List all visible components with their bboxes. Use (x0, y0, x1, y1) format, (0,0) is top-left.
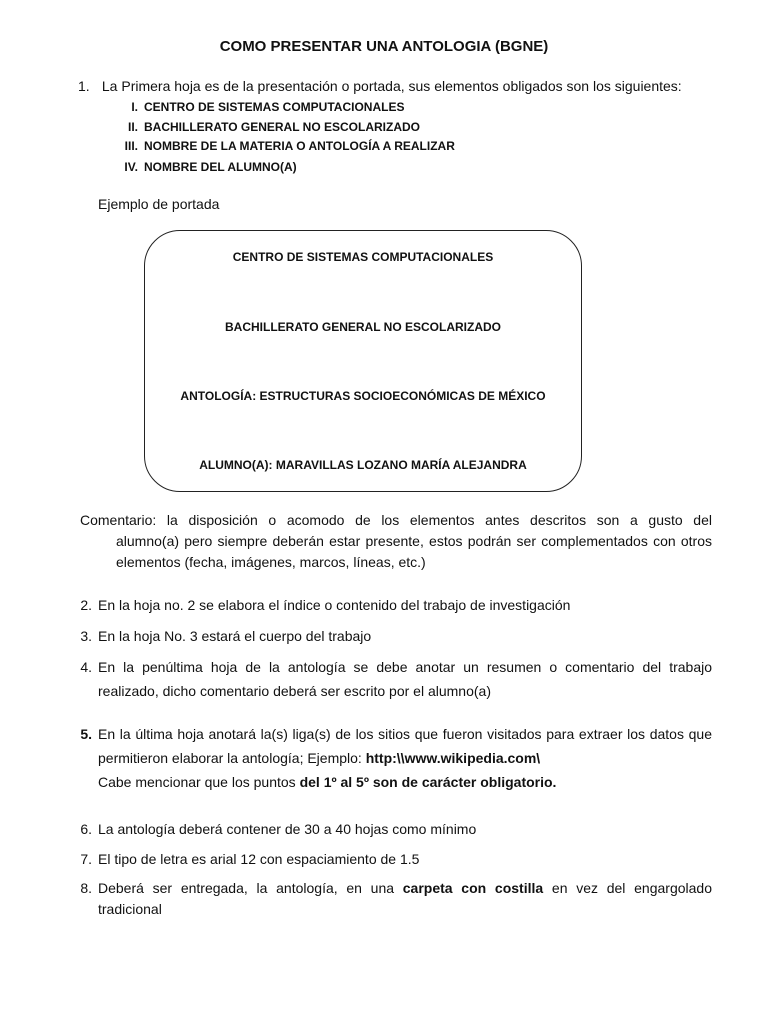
list-item-text-end: en vez del engargolado tradicional (98, 880, 712, 917)
cover-line-student: ALUMNO(A): MARAVILLAS LOZANO MARÍA ALEJANDRA (199, 458, 527, 472)
roman-numeral: III. (124, 139, 138, 153)
list-item-3 (76, 624, 712, 648)
list-item-text: Deberá ser entregada, la antología, en una (98, 880, 403, 896)
mandatory-note (98, 770, 712, 794)
roman-item-1 (100, 100, 404, 114)
list-item-7 (76, 847, 712, 871)
list-item-1 (78, 78, 682, 94)
list-number: 7. (80, 851, 92, 867)
list-item-4 (76, 655, 712, 703)
roman-item-2 (100, 120, 420, 134)
note-emphasis: del 1º al 5º son de carácter obligatorio. (299, 774, 557, 790)
document-title: COMO PRESENTAR UNA ANTOLOGIA (BGNE) (219, 38, 549, 55)
list-item-text: La Primera hoja es de la presentación o portada, sus elementos obligados son los siguientes: (101, 78, 682, 94)
list-item-text: La antología deberá contener de 30 a 40 hojas como mínimo (98, 821, 477, 837)
roman-numeral: II. (127, 120, 138, 134)
list-number: 2. (80, 597, 92, 613)
cover-line-program: BACHILLERATO GENERAL NO ESCOLARIZADO (224, 320, 501, 334)
list-number: 3. (80, 628, 92, 644)
list-number: 1. (78, 78, 90, 94)
roman-item-text: BACHILLERATO GENERAL NO ESCOLARIZADO (144, 120, 421, 134)
comment-first-line: Comentario: la disposición o acomodo de los elementos antes descritos son a gusto del (80, 512, 712, 528)
roman-item-text: CENTRO DE SISTEMAS COMPUTACIONALES (144, 100, 405, 114)
roman-numeral: I. (131, 100, 138, 114)
example-url: http:\\www.wikipedia.com\ (365, 750, 541, 766)
cover-line-institution: CENTRO DE SISTEMAS COMPUTACIONALES (232, 250, 494, 264)
list-number: 4. (80, 659, 92, 675)
comment-rest: alumno(a) pero siempre deberán estar presente, estos podrán ser complementados con otros elementos (fecha, imágenes, marcos, líneas, etc.) (116, 533, 712, 570)
list-number: 8. (80, 880, 92, 896)
binder-emphasis: carpeta con costilla (402, 880, 544, 896)
list-number: 6. (80, 821, 92, 837)
example-label: Ejemplo de portada (98, 196, 220, 212)
roman-item-4 (100, 160, 297, 174)
roman-item-text: NOMBRE DE LA MATERIA O ANTOLOGÍA A REALIZAR (144, 139, 455, 153)
list-item-text: El tipo de letra es arial 12 con espaciamiento de 1.5 (98, 851, 420, 867)
list-item-body (98, 878, 712, 920)
note-text: Cabe mencionar que los puntos (98, 774, 300, 790)
list-item-5 (76, 722, 712, 794)
list-item-2 (76, 593, 712, 617)
list-item-8 (76, 878, 712, 920)
cover-line-subject: ANTOLOGÍA: ESTRUCTURAS SOCIOECONÓMICAS DE MÉXICO (180, 389, 546, 403)
list-item-text: En la última hoja anotará la(s) liga(s) de los sitios que fueron visitados para extraer los datos que permitieron elaborar la antología; Ejemplo: (98, 726, 712, 766)
list-item-body (98, 722, 712, 794)
list-item-text: En la penúltima hoja de la antología se debe anotar un resumen o comentario del trabajo realizado, dicho comentario deberá ser escrito por el alumno(a) (98, 659, 712, 699)
list-item-text: En la hoja no. 2 se elabora el índice o contenido del trabajo de investigación (98, 597, 571, 613)
roman-item-3 (100, 139, 455, 153)
comment-paragraph (80, 510, 712, 573)
list-item-6 (76, 817, 712, 841)
list-item-text: En la hoja No. 3 estará el cuerpo del trabajo (98, 628, 372, 644)
list-number: 5. (80, 726, 92, 742)
roman-numeral: IV. (124, 160, 138, 174)
roman-item-text: NOMBRE DEL ALUMNO(A) (144, 160, 297, 174)
cover-example-box (144, 230, 582, 492)
